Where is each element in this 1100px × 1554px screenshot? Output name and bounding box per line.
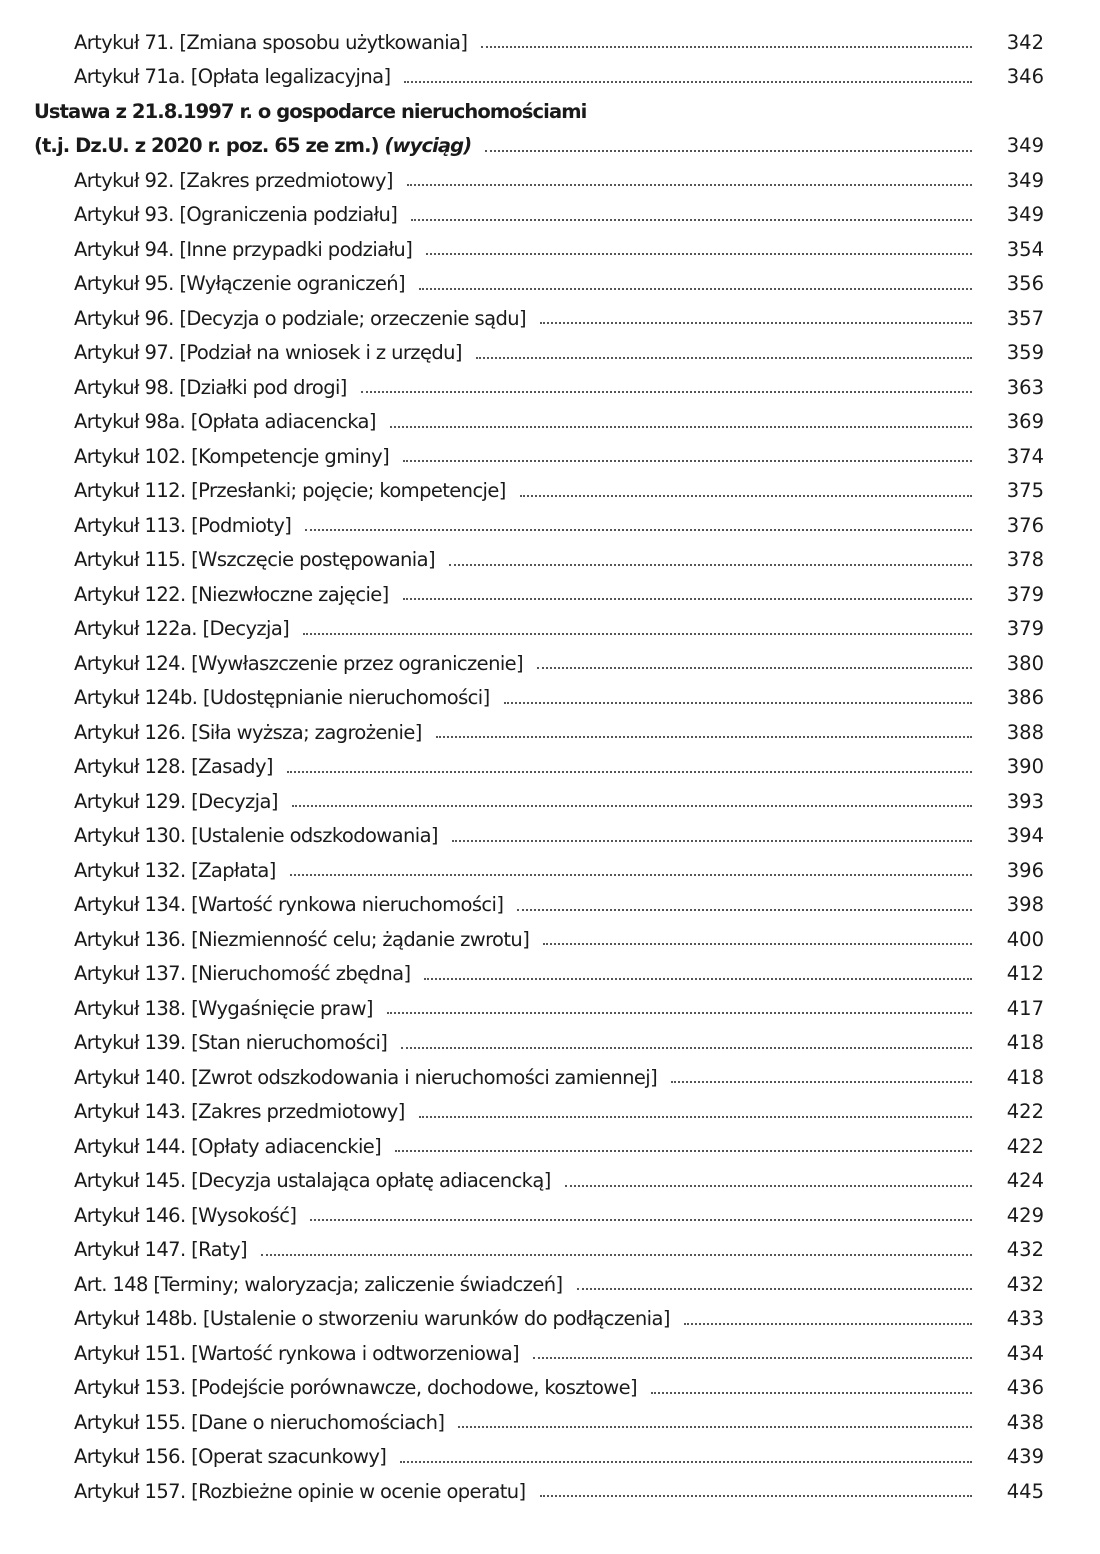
page-number: 393 bbox=[1006, 789, 1044, 813]
dot-leader bbox=[565, 1185, 972, 1187]
dot-leader bbox=[520, 495, 972, 497]
table-of-contents bbox=[0, 25, 1100, 1509]
dot-leader bbox=[449, 564, 972, 566]
page-number: 378 bbox=[1006, 548, 1044, 572]
page-number: 369 bbox=[1006, 410, 1044, 434]
page-number: 396 bbox=[1006, 858, 1044, 882]
toc-entry[interactable] bbox=[0, 1336, 1100, 1371]
entry-title: Artykuł 98a. [Opłata adiacencka] bbox=[74, 410, 390, 433]
toc-entry[interactable] bbox=[0, 301, 1100, 336]
page-number: 433 bbox=[1006, 1307, 1044, 1331]
toc-entry[interactable] bbox=[0, 957, 1100, 992]
entry-title: Artykuł 122a. [Decyzja] bbox=[74, 617, 303, 640]
entry-title: Artykuł 98. [Działki pod drogi] bbox=[74, 376, 361, 399]
page-number: 400 bbox=[1006, 927, 1044, 951]
entry-title: Artykuł 71. [Zmiana sposobu użytkowania] bbox=[74, 31, 481, 54]
toc-entry[interactable] bbox=[0, 267, 1100, 302]
toc-entry[interactable] bbox=[0, 25, 1100, 60]
page-number: 379 bbox=[1006, 617, 1044, 641]
toc-entry[interactable] bbox=[0, 60, 1100, 95]
page-number: 388 bbox=[1006, 720, 1044, 744]
toc-entry[interactable] bbox=[0, 819, 1100, 854]
toc-entry[interactable] bbox=[0, 750, 1100, 785]
page-number: 386 bbox=[1006, 686, 1044, 710]
entry-title: Artykuł 113. [Podmioty] bbox=[74, 514, 305, 537]
page-number: 394 bbox=[1006, 824, 1044, 848]
dot-leader bbox=[517, 909, 972, 911]
page-number: 432 bbox=[1006, 1272, 1044, 1296]
dot-leader bbox=[540, 322, 972, 324]
entry-title: Artykuł 128. [Zasady] bbox=[74, 755, 287, 778]
page-number: 349 bbox=[1006, 168, 1044, 192]
toc-entry[interactable] bbox=[0, 508, 1100, 543]
toc-entry[interactable] bbox=[0, 853, 1100, 888]
entry-title: Artykuł 92. [Zakres przedmiotowy] bbox=[74, 169, 407, 192]
dot-leader bbox=[310, 1219, 972, 1221]
toc-entry[interactable] bbox=[0, 1267, 1100, 1302]
dot-leader bbox=[390, 426, 972, 428]
dot-leader bbox=[387, 1012, 972, 1014]
dot-leader bbox=[577, 1288, 972, 1290]
page-number: 357 bbox=[1006, 306, 1044, 330]
entry-title: Artykuł 97. [Podział na wniosek i z urzędu] bbox=[74, 341, 476, 364]
toc-entry[interactable] bbox=[0, 1440, 1100, 1475]
entry-title: Artykuł 93. [Ograniczenia podziału] bbox=[74, 203, 411, 226]
page-number: 374 bbox=[1006, 444, 1044, 468]
toc-entry[interactable] bbox=[0, 1371, 1100, 1406]
entry-title: Artykuł 115. [Wszczęcie postępowania] bbox=[74, 548, 449, 571]
page-number: 349 bbox=[1006, 203, 1044, 227]
page-number: 422 bbox=[1006, 1134, 1044, 1158]
dot-leader bbox=[452, 840, 972, 842]
dot-leader bbox=[400, 1461, 972, 1463]
dot-leader bbox=[436, 736, 972, 738]
entry-title: Artykuł 102. [Kompetencje gminy] bbox=[74, 445, 403, 468]
page-number: 432 bbox=[1006, 1238, 1044, 1262]
entry-title: Artykuł 148b. [Ustalenie o stworzeniu warunków do podłączenia] bbox=[74, 1307, 684, 1330]
dot-leader bbox=[476, 357, 972, 359]
page-number: 375 bbox=[1006, 479, 1044, 503]
entry-title: Artykuł 96. [Decyzja o podziale; orzeczenie sądu] bbox=[74, 307, 540, 330]
toc-entry[interactable] bbox=[0, 1405, 1100, 1440]
dot-leader bbox=[504, 702, 972, 704]
entry-title: Artykuł 137. [Nieruchomość zbędna] bbox=[74, 962, 424, 985]
dot-leader bbox=[419, 288, 972, 290]
entry-title: Artykuł 138. [Wygaśnięcie praw] bbox=[74, 997, 387, 1020]
entry-title: Artykuł 136. [Niezmienność celu; żądanie zwrotu] bbox=[74, 928, 543, 951]
entry-title: Artykuł 147. [Raty] bbox=[74, 1238, 261, 1261]
dot-leader bbox=[651, 1392, 972, 1394]
dot-leader bbox=[407, 184, 972, 186]
dot-leader bbox=[485, 150, 972, 152]
page-number: 363 bbox=[1006, 375, 1044, 399]
toc-entry[interactable] bbox=[0, 1302, 1100, 1337]
dot-leader bbox=[411, 219, 972, 221]
entry-title: Artykuł 145. [Decyzja ustalająca opłatę adiacencką] bbox=[74, 1169, 565, 1192]
toc-entry[interactable] bbox=[0, 1129, 1100, 1164]
toc-entry[interactable] bbox=[0, 1233, 1100, 1268]
dot-leader bbox=[533, 1357, 972, 1359]
page-number: 424 bbox=[1006, 1169, 1044, 1193]
entry-title: Artykuł 146. [Wysokość] bbox=[74, 1204, 310, 1227]
dot-leader bbox=[543, 943, 972, 945]
page-number: 439 bbox=[1006, 1445, 1044, 1469]
toc-entry[interactable] bbox=[0, 1026, 1100, 1061]
toc-entry[interactable] bbox=[0, 1060, 1100, 1095]
section-title: Ustawa z 21.8.1997 r. o gospodarce nieruchomościami bbox=[34, 99, 587, 123]
entry-title: Artykuł 155. [Dane o nieruchomościach] bbox=[74, 1411, 458, 1434]
page-number: 342 bbox=[1006, 30, 1044, 54]
toc-entry[interactable] bbox=[0, 336, 1100, 371]
toc-entry[interactable] bbox=[0, 715, 1100, 750]
dot-leader bbox=[261, 1254, 972, 1256]
entry-title: Artykuł 126. [Siła wyższa; zagrożenie] bbox=[74, 721, 436, 744]
dot-leader bbox=[540, 1495, 972, 1497]
page-number: 346 bbox=[1006, 65, 1044, 89]
page-number: 429 bbox=[1006, 1203, 1044, 1227]
dot-leader bbox=[290, 874, 972, 876]
dot-leader bbox=[424, 978, 972, 980]
entry-title: Artykuł 130. [Ustalenie odszkodowania] bbox=[74, 824, 452, 847]
toc-entry[interactable] bbox=[0, 888, 1100, 923]
dot-leader bbox=[403, 460, 972, 462]
page-number: 349 bbox=[1006, 134, 1044, 158]
page-number: 422 bbox=[1006, 1100, 1044, 1124]
dot-leader bbox=[292, 805, 972, 807]
page-number: 398 bbox=[1006, 893, 1044, 917]
dot-leader bbox=[404, 81, 972, 83]
entry-title: Artykuł 156. [Operat szacunkowy] bbox=[74, 1445, 400, 1468]
entry-title: Artykuł 140. [Zwrot odszkodowania i nieruchomości zamiennej] bbox=[74, 1066, 671, 1089]
entry-title: Artykuł 132. [Zapłata] bbox=[74, 859, 290, 882]
page-number: 438 bbox=[1006, 1410, 1044, 1434]
page-number: 434 bbox=[1006, 1341, 1044, 1365]
entry-title: Artykuł 153. [Podejście porównawcze, dochodowe, kosztowe] bbox=[74, 1376, 651, 1399]
entry-title: Artykuł 134. [Wartość rynkowa nieruchomości] bbox=[74, 893, 517, 916]
page-number: 436 bbox=[1006, 1376, 1044, 1400]
entry-title: Artykuł 129. [Decyzja] bbox=[74, 790, 292, 813]
entry-title: Artykuł 112. [Przesłanki; pojęcie; kompetencje] bbox=[74, 479, 520, 502]
dot-leader bbox=[419, 1116, 972, 1118]
section-citation: (t.j. Dz.U. z 2020 r. poz. 65 ze zm.) bbox=[34, 134, 379, 158]
page-number: 380 bbox=[1006, 651, 1044, 675]
toc-entry[interactable] bbox=[0, 439, 1100, 474]
dot-leader bbox=[303, 633, 972, 635]
entry-title: Artykuł 144. [Opłaty adiacenckie] bbox=[74, 1135, 395, 1158]
toc-entry[interactable] bbox=[0, 612, 1100, 647]
entry-title: Artykuł 94. [Inne przypadki podziału] bbox=[74, 238, 426, 261]
entry-title: Artykuł 157. [Rozbieżne opinie w ocenie operatu] bbox=[74, 1480, 540, 1503]
dot-leader bbox=[287, 771, 972, 773]
page-number: 418 bbox=[1006, 1065, 1044, 1089]
toc-entry[interactable] bbox=[0, 1095, 1100, 1130]
dot-leader bbox=[395, 1150, 972, 1152]
page-number: 359 bbox=[1006, 341, 1044, 365]
page-number: 354 bbox=[1006, 237, 1044, 261]
toc-entry[interactable] bbox=[0, 1198, 1100, 1233]
toc-entry[interactable] bbox=[0, 405, 1100, 440]
toc-entry[interactable] bbox=[0, 784, 1100, 819]
toc-entry[interactable] bbox=[0, 922, 1100, 957]
dot-leader bbox=[684, 1323, 972, 1325]
dot-leader bbox=[401, 1047, 972, 1049]
page-number: 412 bbox=[1006, 962, 1044, 986]
page-number: 390 bbox=[1006, 755, 1044, 779]
page-number: 376 bbox=[1006, 513, 1044, 537]
page-number: 356 bbox=[1006, 272, 1044, 296]
toc-entry[interactable] bbox=[0, 991, 1100, 1026]
dot-leader bbox=[458, 1426, 972, 1428]
dot-leader bbox=[403, 598, 972, 600]
entry-title: Artykuł 143. [Zakres przedmiotowy] bbox=[74, 1100, 419, 1123]
section-heading-line2[interactable] bbox=[0, 129, 1100, 164]
page-number: 445 bbox=[1006, 1479, 1044, 1503]
toc-entry[interactable] bbox=[0, 163, 1100, 198]
entry-title: Artykuł 95. [Wyłączenie ograniczeń] bbox=[74, 272, 419, 295]
toc-entry[interactable] bbox=[0, 681, 1100, 716]
entry-title: Artykuł 139. [Stan nieruchomości] bbox=[74, 1031, 401, 1054]
toc-entry[interactable] bbox=[0, 543, 1100, 578]
toc-entry[interactable] bbox=[0, 1474, 1100, 1509]
toc-entry[interactable] bbox=[0, 577, 1100, 612]
toc-entry[interactable] bbox=[0, 646, 1100, 681]
page-number: 418 bbox=[1006, 1031, 1044, 1055]
entry-title: Artykuł 124. [Wywłaszczenie przez ograniczenie] bbox=[74, 652, 537, 675]
toc-entry[interactable] bbox=[0, 474, 1100, 509]
toc-entry[interactable] bbox=[0, 1164, 1100, 1199]
toc-entry[interactable] bbox=[0, 370, 1100, 405]
entry-title: Artykuł 151. [Wartość rynkowa i odtworzeniowa] bbox=[74, 1342, 533, 1365]
section-title-continued bbox=[34, 134, 485, 157]
page-number: 379 bbox=[1006, 582, 1044, 606]
entry-title: Artykuł 122. [Niezwłoczne zajęcie] bbox=[74, 583, 403, 606]
entry-title: Art. 148 [Terminy; waloryzacja; zaliczenie świadczeń] bbox=[74, 1273, 577, 1296]
dot-leader bbox=[426, 253, 972, 255]
page-number: 417 bbox=[1006, 996, 1044, 1020]
entry-title: Artykuł 124b. [Udostępnianie nieruchomości] bbox=[74, 686, 504, 709]
entry-title: Artykuł 71a. [Opłata legalizacyjna] bbox=[74, 65, 404, 88]
dot-leader bbox=[305, 529, 972, 531]
toc-entry[interactable] bbox=[0, 232, 1100, 267]
dot-leader bbox=[361, 391, 972, 393]
dot-leader bbox=[537, 667, 972, 669]
dot-leader bbox=[481, 46, 972, 48]
dot-leader bbox=[671, 1081, 972, 1083]
section-heading-line1 bbox=[0, 94, 1100, 129]
toc-entry[interactable] bbox=[0, 198, 1100, 233]
section-excerpt-note: (wyciąg) bbox=[384, 134, 472, 158]
